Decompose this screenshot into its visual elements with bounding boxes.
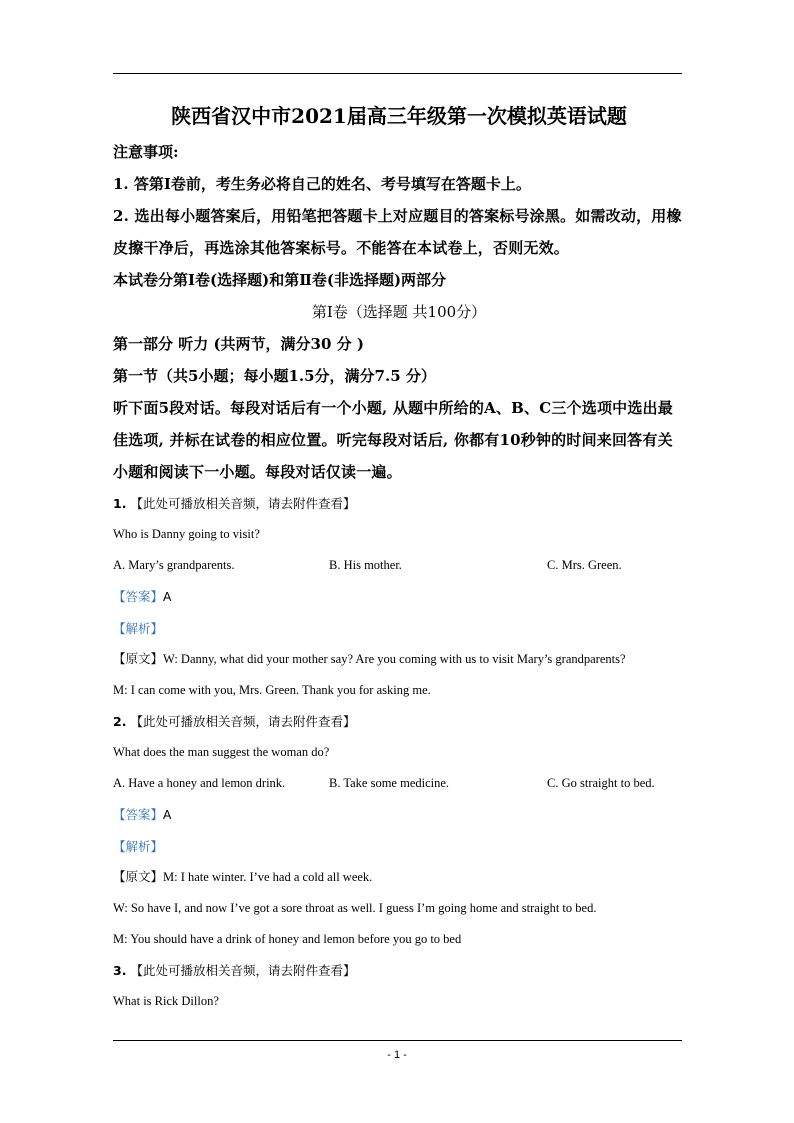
- question-text: What does the man suggest the woman do?: [113, 745, 330, 759]
- transcript-line: M: I can come with you, Mrs. Green. Thank you for asking me.: [113, 683, 431, 697]
- question-header: [113, 706, 685, 737]
- option-a: A. Have a honey and lemon drink.: [113, 776, 286, 790]
- question-number: 3.: [113, 963, 127, 978]
- answer-value: A: [163, 590, 172, 604]
- question-text: What is Rick Dillon?: [113, 994, 219, 1008]
- question-number: 1.: [113, 496, 127, 511]
- transcript-line: 【原文】W: Danny, what did your mother say? Are you coming with us to visit Mary’s grandparents?: [113, 652, 626, 666]
- page-title: 陕西省汉中市2021届高三年级第一次模拟英语试题: [171, 104, 627, 128]
- answer-options: [113, 550, 685, 581]
- answer-value: A: [163, 808, 172, 822]
- question-header: [113, 955, 685, 986]
- analysis-label: 【解析】: [113, 839, 164, 854]
- transcript-line: M: You should have a drink of honey and lemon before you go to bed: [113, 932, 462, 946]
- paper-parts-note: 本试卷分第Ⅰ卷(选择题)和第Ⅱ卷(非选择题)两部分: [113, 271, 447, 289]
- transcript-line: 【原文】M: I hate winter. I’ve had a cold all week.: [113, 870, 373, 884]
- answer-label: 【答案】: [113, 589, 164, 604]
- audio-note: 【此处可播放相关音频，请去附件查看】: [130, 963, 356, 978]
- option-c: C. Mrs. Green.: [547, 558, 622, 572]
- option-c: C. Go straight to bed.: [547, 776, 655, 790]
- answer-label: 【答案】: [113, 807, 164, 822]
- audio-note: 【此处可播放相关音频，请去附件查看】: [130, 714, 356, 729]
- transcript-line: W: So have I, and now I’ve got a sore throat as well. I guess I’m going home and straight to bed.: [113, 901, 597, 915]
- notice-item-2: 2. 选出每小题答案后，用铅笔把答题卡上对应题目的答案标号涂黑。如需改动，用橡皮擦干净后，再选涂其他答案标号。不能答在本试卷上，否则无效。: [113, 207, 682, 257]
- answer-options: [113, 768, 685, 799]
- answer-row: [113, 799, 685, 831]
- question-number: 2.: [113, 714, 127, 729]
- audio-note: 【此处可播放相关音频，请去附件查看】: [130, 496, 356, 511]
- option-b: B. His mother.: [329, 558, 402, 572]
- section-heading: 第一节（共5小题；每小题1.5分，满分7.5 分）: [113, 367, 436, 385]
- listening-instructions: 听下面5段对话。每段对话后有一个小题, 从题中所给的A、B、C三个选项中选出最佳选项, 并标在试卷的相应位置。听完每段对话后, 你都有10秒钟的时间来回答有关小题和阅读下一小题。每段对话仅读一遍。: [113, 399, 673, 481]
- part-heading: 第一部分 听力 (共两节，满分30 分 ): [113, 335, 364, 353]
- answer-row: [113, 581, 685, 613]
- option-a: A. Mary’s grandparents.: [113, 558, 235, 572]
- header-rule: [113, 73, 682, 74]
- notice-item-1: 1. 答第Ⅰ卷前，考生务必将自己的姓名、考号填写在答题卡上。: [113, 175, 531, 193]
- question-header: [113, 488, 685, 519]
- document-body: [113, 100, 685, 1017]
- option-b: B. Take some medicine.: [329, 776, 450, 790]
- volume-heading: 第Ⅰ卷（选择题 共100分）: [311, 303, 487, 321]
- page-number: - 1 -: [387, 1049, 407, 1061]
- analysis-label: 【解析】: [113, 621, 164, 636]
- notice-heading: 注意事项:: [113, 143, 179, 161]
- question-text: Who is Danny going to visit?: [113, 527, 260, 541]
- footer-rule: [113, 1040, 682, 1041]
